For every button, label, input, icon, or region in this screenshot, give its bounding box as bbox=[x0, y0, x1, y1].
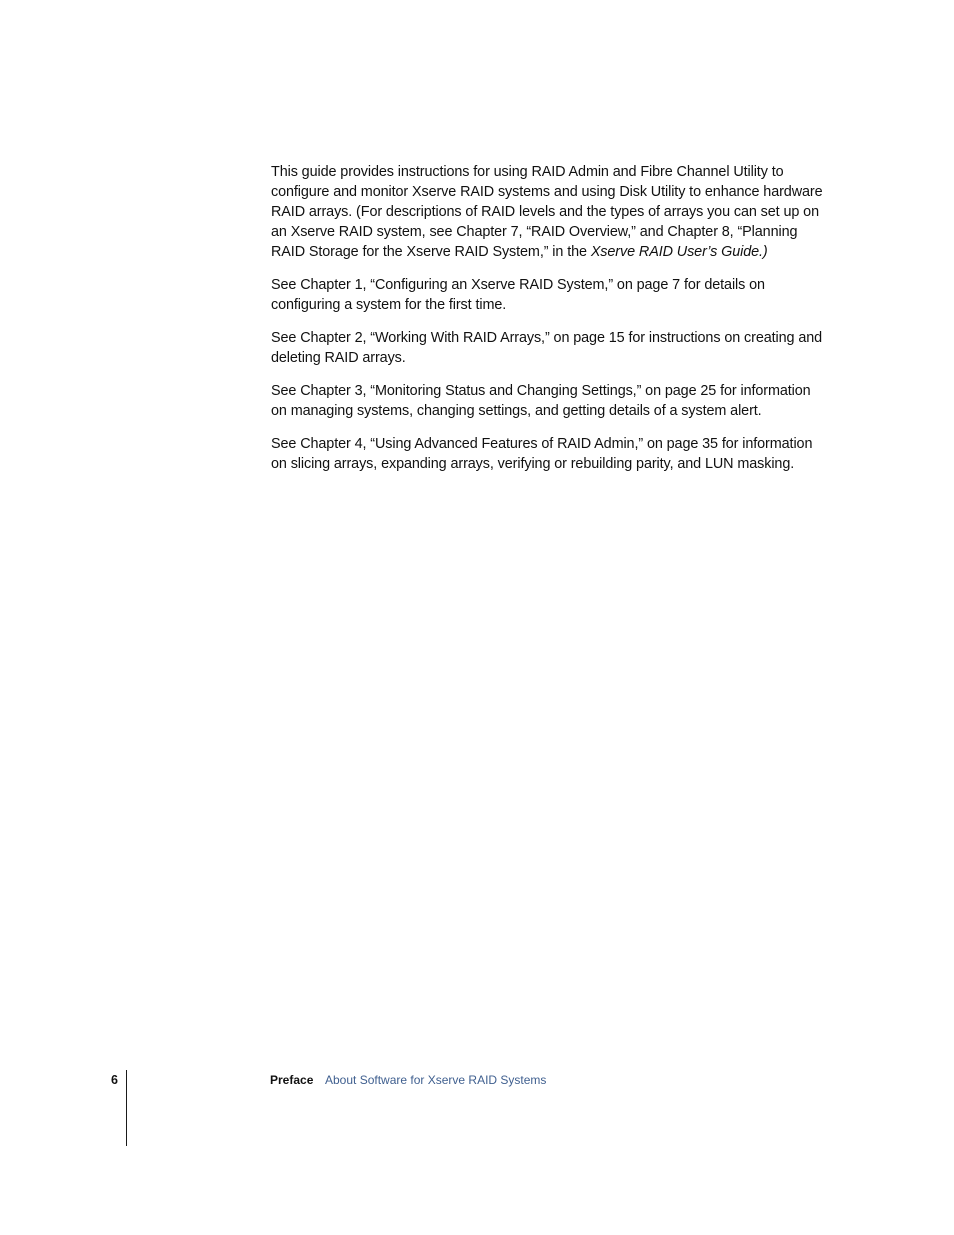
page-number: 6 bbox=[111, 1073, 118, 1087]
footer-section-label: Preface bbox=[270, 1073, 314, 1087]
guide-title-italic: Xserve RAID User’s Guide.) bbox=[590, 244, 768, 260]
paragraph-chapter-1: See Chapter 1, “Configuring an Xserve RAID System,” on page 7 for details on configuring a system for the first time. bbox=[271, 277, 765, 313]
footer-vertical-rule bbox=[126, 1070, 127, 1146]
body-content bbox=[271, 162, 823, 487]
paragraph-intro: This guide provides instructions for using RAID Admin and Fibre Channel Utility to configure and monitor Xserve RAID systems and using Disk Utility to enhance hardware RAID arrays. (For descriptions of RAID levels and the types of arrays you can set up on an Xserve RAID system, see Chapter 7, “RAID Overview,” and Chapter 8, “Planning RAID Storage for the Xserve RAID System,” in the Xserve RAID User’s Guide.) bbox=[271, 164, 823, 260]
paragraph-chapter-4: See Chapter 4, “Using Advanced Features of RAID Admin,” on page 35 for information on slicing arrays, expanding arrays, verifying or rebuilding parity, and LUN masking. bbox=[271, 436, 813, 472]
footer-chapter-title: About Software for Xserve RAID Systems bbox=[325, 1073, 547, 1087]
paragraph-chapter-3: See Chapter 3, “Monitoring Status and Changing Settings,” on page 25 for information on managing systems, changing settings, and getting details of a system alert. bbox=[271, 383, 811, 419]
paragraph-chapter-2: See Chapter 2, “Working With RAID Arrays,” on page 15 for instructions on creating and deleting RAID arrays. bbox=[271, 330, 823, 366]
